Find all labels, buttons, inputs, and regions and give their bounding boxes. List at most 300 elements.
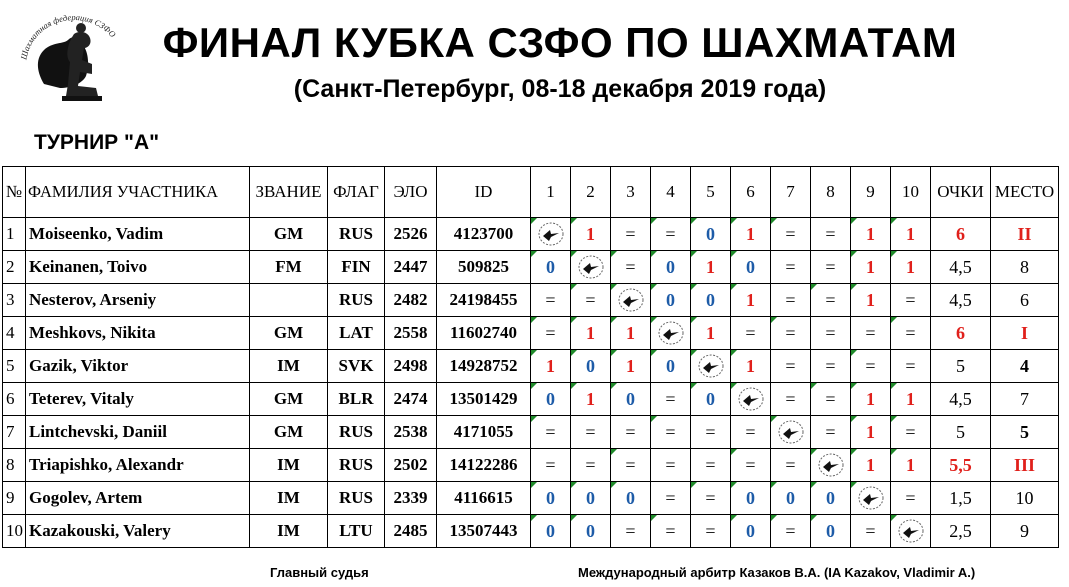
- result-cell: [651, 284, 691, 317]
- result-cell: [851, 284, 891, 317]
- player-number: 2: [3, 251, 26, 284]
- player-title: FM: [250, 251, 328, 284]
- player-points: 5: [931, 416, 991, 449]
- self-game-cell: [731, 383, 771, 416]
- result-cell: [651, 416, 691, 449]
- result-value: =: [785, 223, 796, 244]
- player-elo: 2526: [385, 218, 437, 251]
- result-cell: [891, 284, 931, 317]
- player-points: 4,5: [931, 284, 991, 317]
- result-value: =: [625, 256, 636, 277]
- player-points: 4,5: [931, 251, 991, 284]
- col-flag: ФЛАГ: [328, 167, 385, 218]
- result-value: 0: [786, 487, 795, 508]
- table-row: [3, 218, 1059, 251]
- player-name: Moiseenko, Vadim: [26, 218, 250, 251]
- player-place: II: [991, 218, 1059, 251]
- result-cell: [531, 251, 571, 284]
- result-value: 0: [746, 256, 755, 277]
- result-value: =: [545, 322, 556, 343]
- col-round: 9: [851, 167, 891, 218]
- player-name: Teterev, Vitaly: [26, 383, 250, 416]
- player-number: 4: [3, 317, 26, 350]
- col-round: 5: [691, 167, 731, 218]
- result-cell: [731, 317, 771, 350]
- result-cell: [851, 350, 891, 383]
- result-value: =: [785, 454, 796, 475]
- player-elo: 2538: [385, 416, 437, 449]
- result-value: 1: [746, 289, 755, 310]
- result-cell: [811, 251, 851, 284]
- player-place: I: [991, 317, 1059, 350]
- player-id: 509825: [437, 251, 531, 284]
- result-cell: [531, 482, 571, 515]
- player-number: 9: [3, 482, 26, 515]
- result-value: 1: [866, 256, 875, 277]
- result-value: 1: [626, 355, 635, 376]
- table-row: [3, 515, 1059, 548]
- result-value: 0: [666, 256, 675, 277]
- result-cell: [611, 350, 651, 383]
- result-value: =: [865, 322, 876, 343]
- result-value: =: [625, 223, 636, 244]
- result-value: =: [905, 289, 916, 310]
- player-flag: RUS: [328, 482, 385, 515]
- result-value: =: [625, 421, 636, 442]
- self-game-icon: [617, 289, 645, 308]
- result-cell: [851, 383, 891, 416]
- player-place: 4: [991, 350, 1059, 383]
- player-name: Lintchevski, Daniil: [26, 416, 250, 449]
- result-cell: [531, 350, 571, 383]
- player-name: Kazakouski, Valery: [26, 515, 250, 548]
- player-place: 5: [991, 416, 1059, 449]
- result-value: =: [585, 454, 596, 475]
- player-id: 14122286: [437, 449, 531, 482]
- self-game-cell: [691, 350, 731, 383]
- result-value: 0: [746, 487, 755, 508]
- result-cell: [611, 449, 651, 482]
- result-value: =: [785, 355, 796, 376]
- col-no: №: [3, 167, 26, 218]
- result-cell: [571, 449, 611, 482]
- result-value: =: [545, 289, 556, 310]
- result-value: 1: [586, 223, 595, 244]
- result-cell: [771, 449, 811, 482]
- result-cell: [691, 416, 731, 449]
- result-value: 1: [586, 322, 595, 343]
- player-flag: LAT: [328, 317, 385, 350]
- self-game-icon: [577, 256, 605, 275]
- result-value: 0: [666, 355, 675, 376]
- tournament-label: ТУРНИР "А": [34, 131, 160, 154]
- player-place: III: [991, 449, 1059, 482]
- result-value: 1: [746, 355, 755, 376]
- result-cell: [771, 383, 811, 416]
- result-cell: [691, 284, 731, 317]
- player-points: 4,5: [931, 383, 991, 416]
- result-cell: [811, 482, 851, 515]
- player-name: Gogolev, Artem: [26, 482, 250, 515]
- result-value: 0: [546, 520, 555, 541]
- col-name: ФАМИЛИЯ УЧАСТНИКА: [26, 167, 250, 218]
- result-value: =: [785, 388, 796, 409]
- result-value: 1: [706, 322, 715, 343]
- result-cell: [851, 317, 891, 350]
- self-game-cell: [571, 251, 611, 284]
- player-points: 5,5: [931, 449, 991, 482]
- federation-logo: [4, 4, 140, 114]
- result-cell: [731, 284, 771, 317]
- self-game-cell: [651, 317, 691, 350]
- result-value: 0: [586, 487, 595, 508]
- self-game-cell: [891, 515, 931, 548]
- chief-judge-label: Главный судья: [270, 565, 369, 580]
- result-value: 1: [906, 223, 915, 244]
- player-name: Triapishko, Alexandr: [26, 449, 250, 482]
- result-value: =: [665, 223, 676, 244]
- col-id: ID: [437, 167, 531, 218]
- result-cell: [891, 482, 931, 515]
- player-id: 4171055: [437, 416, 531, 449]
- result-cell: [771, 350, 811, 383]
- result-value: 1: [546, 355, 555, 376]
- result-cell: [691, 515, 731, 548]
- result-cell: [651, 251, 691, 284]
- result-value: =: [905, 421, 916, 442]
- result-cell: [531, 449, 571, 482]
- self-game-icon: [817, 454, 845, 473]
- self-game-icon: [737, 388, 765, 407]
- result-value: 1: [866, 388, 875, 409]
- result-cell: [611, 251, 651, 284]
- result-cell: [651, 218, 691, 251]
- result-cell: [811, 350, 851, 383]
- table-row: [3, 416, 1059, 449]
- result-cell: [611, 317, 651, 350]
- result-value: 0: [706, 388, 715, 409]
- result-value: 1: [866, 289, 875, 310]
- result-cell: [851, 515, 891, 548]
- result-cell: [851, 218, 891, 251]
- result-value: =: [745, 454, 756, 475]
- result-cell: [691, 383, 731, 416]
- result-value: 0: [586, 520, 595, 541]
- result-cell: [531, 515, 571, 548]
- player-elo: 2558: [385, 317, 437, 350]
- result-cell: [731, 251, 771, 284]
- result-value: =: [665, 520, 676, 541]
- player-number: 10: [3, 515, 26, 548]
- player-name: Meshkovs, Nikita: [26, 317, 250, 350]
- result-value: 1: [866, 421, 875, 442]
- result-cell: [531, 317, 571, 350]
- result-cell: [571, 416, 611, 449]
- player-place: 10: [991, 482, 1059, 515]
- result-value: =: [825, 322, 836, 343]
- player-flag: RUS: [328, 416, 385, 449]
- table-row: [3, 383, 1059, 416]
- result-cell: [611, 482, 651, 515]
- self-game-icon: [897, 520, 925, 539]
- result-value: 0: [706, 289, 715, 310]
- result-value: =: [705, 454, 716, 475]
- result-value: =: [585, 289, 596, 310]
- result-value: 0: [826, 520, 835, 541]
- player-title: GM: [250, 383, 328, 416]
- result-cell: [651, 515, 691, 548]
- result-value: 0: [546, 487, 555, 508]
- player-id: 13501429: [437, 383, 531, 416]
- result-cell: [771, 218, 811, 251]
- result-cell: [891, 416, 931, 449]
- result-cell: [851, 449, 891, 482]
- result-cell: [571, 284, 611, 317]
- result-cell: [651, 350, 691, 383]
- table-row: [3, 449, 1059, 482]
- result-value: 1: [866, 454, 875, 475]
- col-round: 8: [811, 167, 851, 218]
- result-value: 1: [906, 256, 915, 277]
- result-cell: [571, 317, 611, 350]
- result-value: 1: [746, 223, 755, 244]
- self-game-icon: [857, 487, 885, 506]
- player-elo: 2502: [385, 449, 437, 482]
- player-title: IM: [250, 515, 328, 548]
- result-value: 0: [746, 520, 755, 541]
- result-value: =: [785, 322, 796, 343]
- result-cell: [651, 482, 691, 515]
- result-value: =: [625, 520, 636, 541]
- result-cell: [571, 482, 611, 515]
- player-elo: 2498: [385, 350, 437, 383]
- result-cell: [731, 350, 771, 383]
- page-subtitle: (Санкт-Петербург, 08-18 декабря 2019 года): [293, 75, 827, 103]
- result-cell: [811, 515, 851, 548]
- table-row: [3, 482, 1059, 515]
- result-value: =: [825, 388, 836, 409]
- player-id: 11602740: [437, 317, 531, 350]
- result-value: =: [905, 487, 916, 508]
- result-value: 0: [626, 487, 635, 508]
- result-value: =: [905, 322, 916, 343]
- page-title: ФИНАЛ КУБКА СЗФО ПО ШАХМАТАМ: [162, 19, 958, 66]
- result-cell: [771, 515, 811, 548]
- result-value: =: [705, 487, 716, 508]
- result-cell: [571, 350, 611, 383]
- player-name: Keinanen, Toivo: [26, 251, 250, 284]
- player-flag: RUS: [328, 218, 385, 251]
- result-cell: [891, 251, 931, 284]
- chess-knight-logo-icon: [38, 23, 102, 101]
- player-points: 6: [931, 218, 991, 251]
- result-value: =: [705, 421, 716, 442]
- result-cell: [531, 416, 571, 449]
- player-points: 2,5: [931, 515, 991, 548]
- result-cell: [611, 218, 651, 251]
- col-elo: ЭЛО: [385, 167, 437, 218]
- result-value: =: [745, 322, 756, 343]
- result-cell: [811, 218, 851, 251]
- player-title: GM: [250, 416, 328, 449]
- player-title: GM: [250, 218, 328, 251]
- result-cell: [891, 218, 931, 251]
- result-value: 0: [826, 487, 835, 508]
- result-cell: [771, 251, 811, 284]
- result-value: 1: [906, 454, 915, 475]
- player-title: IM: [250, 482, 328, 515]
- result-value: 1: [626, 322, 635, 343]
- result-cell: [691, 317, 731, 350]
- result-value: =: [705, 520, 716, 541]
- player-name: Nesterov, Arseniy: [26, 284, 250, 317]
- result-value: =: [785, 289, 796, 310]
- player-place: 7: [991, 383, 1059, 416]
- player-place: 9: [991, 515, 1059, 548]
- player-flag: SVK: [328, 350, 385, 383]
- player-elo: 2447: [385, 251, 437, 284]
- result-value: =: [825, 355, 836, 376]
- table-row: [3, 284, 1059, 317]
- self-game-icon: [537, 223, 565, 242]
- result-cell: [651, 383, 691, 416]
- result-cell: [691, 449, 731, 482]
- player-name: Gazik, Viktor: [26, 350, 250, 383]
- chief-judge-name: Международный арбитр Казаков В.А. (IA Kazakov, Vladimir A.): [578, 565, 976, 580]
- result-value: =: [785, 520, 796, 541]
- player-points: 1,5: [931, 482, 991, 515]
- result-value: =: [545, 454, 556, 475]
- result-value: =: [665, 421, 676, 442]
- col-round: 10: [891, 167, 931, 218]
- col-round: 6: [731, 167, 771, 218]
- result-value: 0: [546, 256, 555, 277]
- result-cell: [851, 416, 891, 449]
- result-cell: [571, 515, 611, 548]
- result-value: =: [745, 421, 756, 442]
- player-title: [250, 284, 328, 317]
- col-place: МЕСТО: [991, 167, 1059, 218]
- result-value: =: [825, 421, 836, 442]
- self-game-cell: [771, 416, 811, 449]
- player-elo: 2474: [385, 383, 437, 416]
- player-flag: RUS: [328, 284, 385, 317]
- col-round: 7: [771, 167, 811, 218]
- col-round: 2: [571, 167, 611, 218]
- crosstable: [2, 166, 1059, 548]
- player-number: 7: [3, 416, 26, 449]
- result-value: 0: [666, 289, 675, 310]
- self-game-cell: [611, 284, 651, 317]
- result-cell: [811, 317, 851, 350]
- result-value: =: [545, 421, 556, 442]
- result-value: =: [585, 421, 596, 442]
- player-id: 24198455: [437, 284, 531, 317]
- self-game-icon: [697, 355, 725, 374]
- logo-text: Шахматная федерация СЗФО: [18, 12, 118, 61]
- result-cell: [811, 416, 851, 449]
- result-cell: [611, 515, 651, 548]
- player-place: 6: [991, 284, 1059, 317]
- player-title: IM: [250, 350, 328, 383]
- table-header-row: [3, 167, 1059, 218]
- result-cell: [531, 383, 571, 416]
- table-row: [3, 317, 1059, 350]
- result-value: 1: [586, 388, 595, 409]
- result-cell: [731, 482, 771, 515]
- result-value: =: [905, 355, 916, 376]
- result-cell: [731, 416, 771, 449]
- self-game-icon: [657, 322, 685, 341]
- player-id: 13507443: [437, 515, 531, 548]
- player-number: 3: [3, 284, 26, 317]
- result-cell: [731, 449, 771, 482]
- result-cell: [691, 482, 731, 515]
- player-elo: 2485: [385, 515, 437, 548]
- result-cell: [571, 218, 611, 251]
- result-value: =: [665, 388, 676, 409]
- self-game-cell: [851, 482, 891, 515]
- result-cell: [811, 383, 851, 416]
- result-value: 1: [906, 388, 915, 409]
- player-points: 5: [931, 350, 991, 383]
- result-value: 0: [546, 388, 555, 409]
- result-value: 0: [706, 223, 715, 244]
- player-flag: BLR: [328, 383, 385, 416]
- result-cell: [851, 251, 891, 284]
- result-value: =: [825, 223, 836, 244]
- result-cell: [771, 284, 811, 317]
- result-value: 1: [866, 223, 875, 244]
- result-value: =: [785, 256, 796, 277]
- result-cell: [691, 251, 731, 284]
- result-value: 0: [626, 388, 635, 409]
- table-row: [3, 251, 1059, 284]
- result-value: 1: [706, 256, 715, 277]
- result-value: =: [665, 487, 676, 508]
- col-round: 4: [651, 167, 691, 218]
- table-row: [3, 350, 1059, 383]
- self-game-icon: [777, 421, 805, 440]
- player-elo: 2482: [385, 284, 437, 317]
- player-id: 4116615: [437, 482, 531, 515]
- player-flag: LTU: [328, 515, 385, 548]
- player-id: 4123700: [437, 218, 531, 251]
- col-points: ОЧКИ: [931, 167, 991, 218]
- result-cell: [651, 449, 691, 482]
- result-value: =: [625, 454, 636, 475]
- player-title: IM: [250, 449, 328, 482]
- player-title: GM: [250, 317, 328, 350]
- player-number: 6: [3, 383, 26, 416]
- player-flag: FIN: [328, 251, 385, 284]
- result-cell: [611, 383, 651, 416]
- result-cell: [771, 482, 811, 515]
- player-points: 6: [931, 317, 991, 350]
- player-elo: 2339: [385, 482, 437, 515]
- player-number: 1: [3, 218, 26, 251]
- player-place: 8: [991, 251, 1059, 284]
- result-value: 0: [586, 355, 595, 376]
- result-cell: [891, 350, 931, 383]
- player-id: 14928752: [437, 350, 531, 383]
- result-cell: [691, 218, 731, 251]
- result-cell: [571, 383, 611, 416]
- result-value: =: [825, 289, 836, 310]
- result-cell: [611, 416, 651, 449]
- result-cell: [771, 317, 811, 350]
- result-cell: [891, 317, 931, 350]
